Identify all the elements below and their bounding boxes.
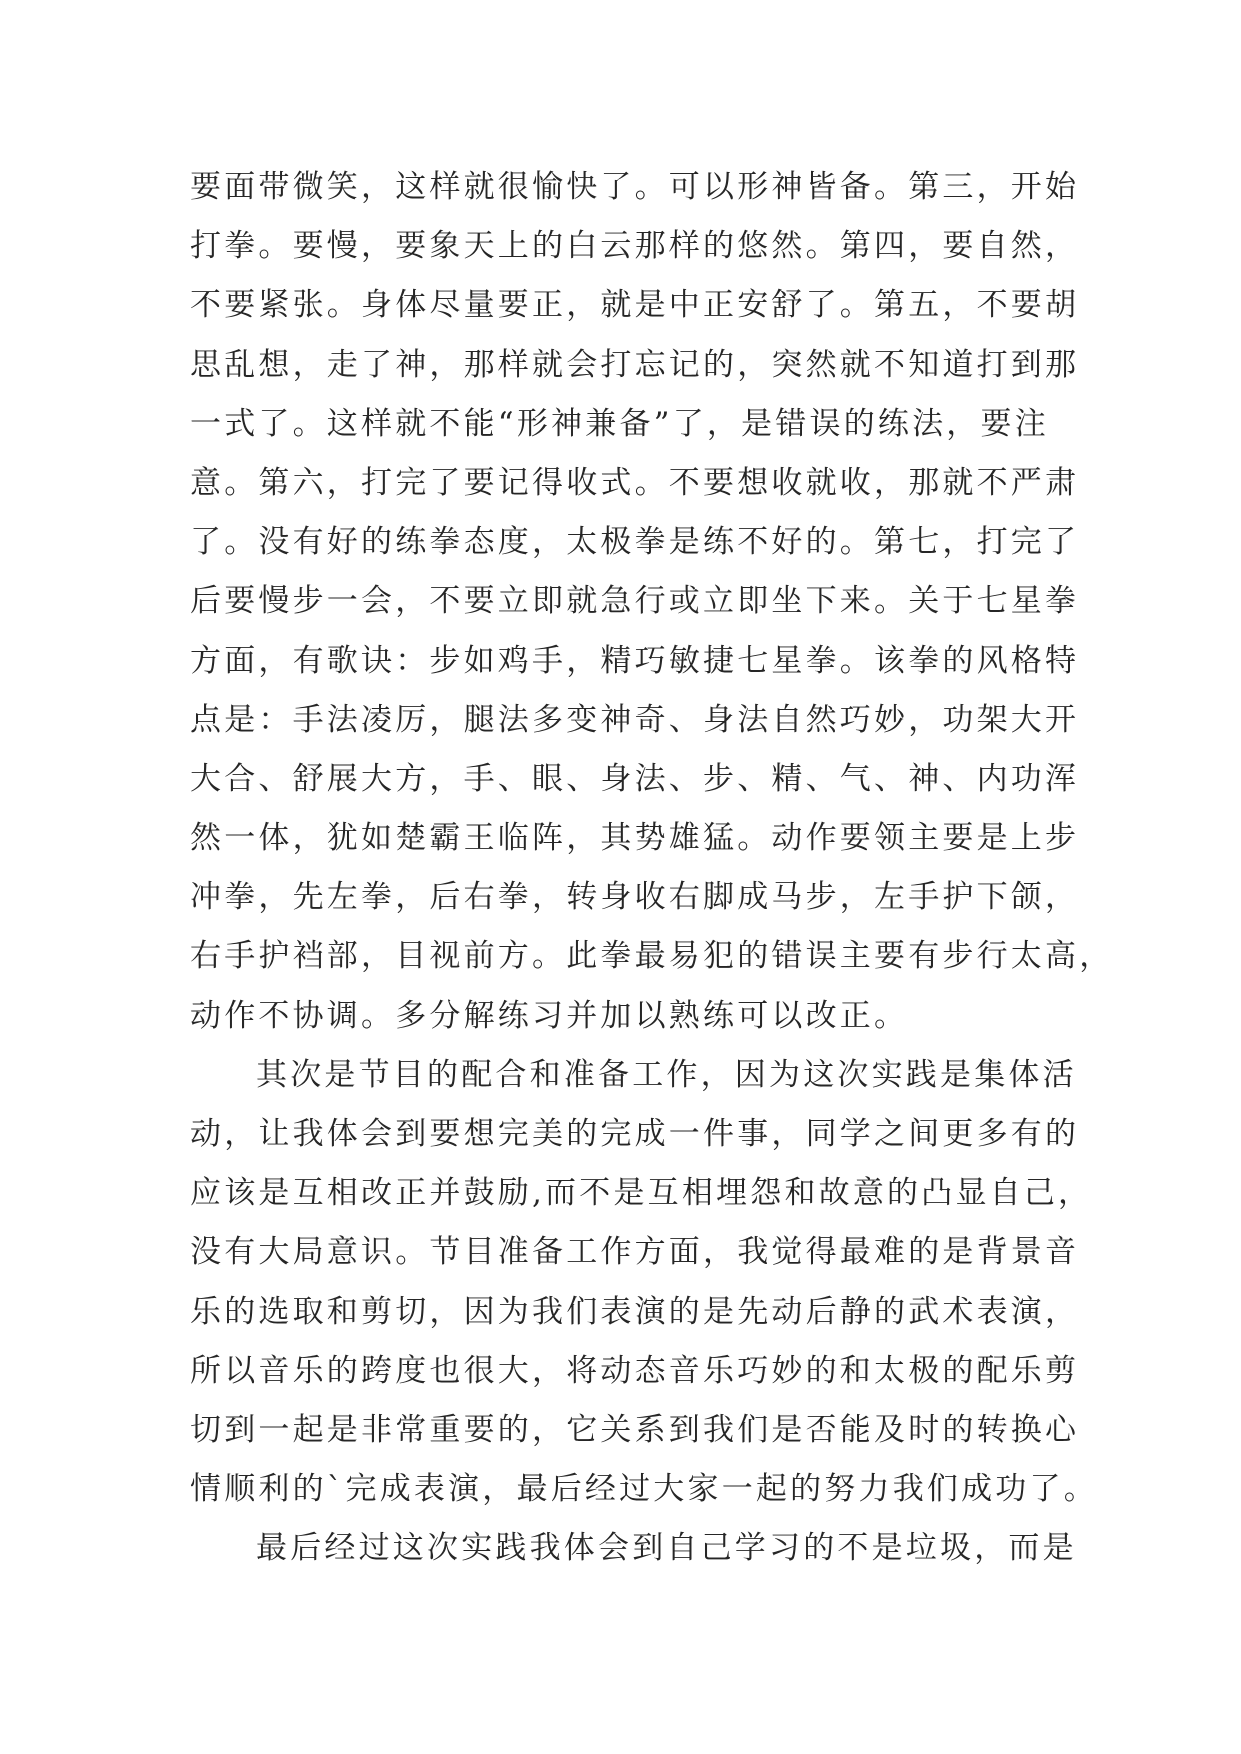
paragraph-start-line: 最后经过这次实践我体会到自己学习的不是垃圾，而是 xyxy=(256,1530,1077,1567)
text-line: 了。没有好的练拳态度，太极拳是练不好的。第七，打完了 xyxy=(190,524,1080,561)
text-line: 没有大局意识。节目准备工作方面，我觉得最难的是背景音 xyxy=(190,1234,1080,1271)
text-line: 冲拳，先左拳，后右拳，转身收右脚成马步，左手护下颌， xyxy=(190,879,1080,916)
text-line: 一式了。这样就不能“形神兼备”了，是错误的练法，要注 xyxy=(190,405,1049,442)
text-line: 应该是互相改正并鼓励,而不是互相埋怨和故意的凸显自己， xyxy=(190,1175,1093,1212)
text-line: 右手护裆部，目视前方。此拳最易犯的错误主要有步行太高， xyxy=(190,938,1114,975)
text-line: 动作不协调。多分解练习并加以熟练可以改正。 xyxy=(190,997,909,1034)
text-line: 要面带微笑，这样就很愉快了。可以形神皆备。第三，开始 xyxy=(190,169,1080,205)
text-line: 然一体，犹如楚霸王临阵，其势雄猛。动作要领主要是上步 xyxy=(190,820,1080,857)
text-line: 点是：手法凌厉，腿法多变神奇、身法自然巧妙，功架大开 xyxy=(190,701,1080,738)
text-line: 所以音乐的跨度也很大，将动态音乐巧妙的和太极的配乐剪 xyxy=(190,1352,1080,1389)
text-line: 乐的选取和剪切，因为我们表演的是先动后静的武术表演， xyxy=(190,1293,1080,1330)
text-line: 思乱想，走了神，那样就会打忘记的，突然就不知道打到那 xyxy=(190,346,1080,383)
text-line: 意。第六，打完了要记得收式。不要想收就收，那就不严肃 xyxy=(190,464,1080,501)
text-line: 后要慢步一会，不要立即就急行或立即坐下来。关于七星拳 xyxy=(190,583,1080,620)
text-line: 方面，有歌诀：步如鸡手，精巧敏捷七星拳。该拳的风格特 xyxy=(190,642,1080,679)
text-line: 情顺利的`完成表演，最后经过大家一起的努力我们成功了。 xyxy=(190,1471,1098,1508)
text-line: 动，让我体会到要想完美的完成一件事，同学之间更多有的 xyxy=(190,1116,1080,1152)
text-line: 切到一起是非常重要的，它关系到我们是否能及时的转换心 xyxy=(190,1411,1080,1448)
body-text xyxy=(190,158,1114,1579)
text-line: 不要紧张。身体尽量要正，就是中正安舒了。第五，不要胡 xyxy=(190,287,1080,324)
text-line: 大合、舒展大方，手、眼、身法、步、精、气、神、内功浑 xyxy=(190,760,1080,797)
paragraph-start-line: 其次是节目的配合和准备工作，因为这次实践是集体活 xyxy=(256,1056,1077,1093)
text-line: 打拳。要慢，要象天上的白云那样的悠然。第四，要自然， xyxy=(190,228,1080,265)
